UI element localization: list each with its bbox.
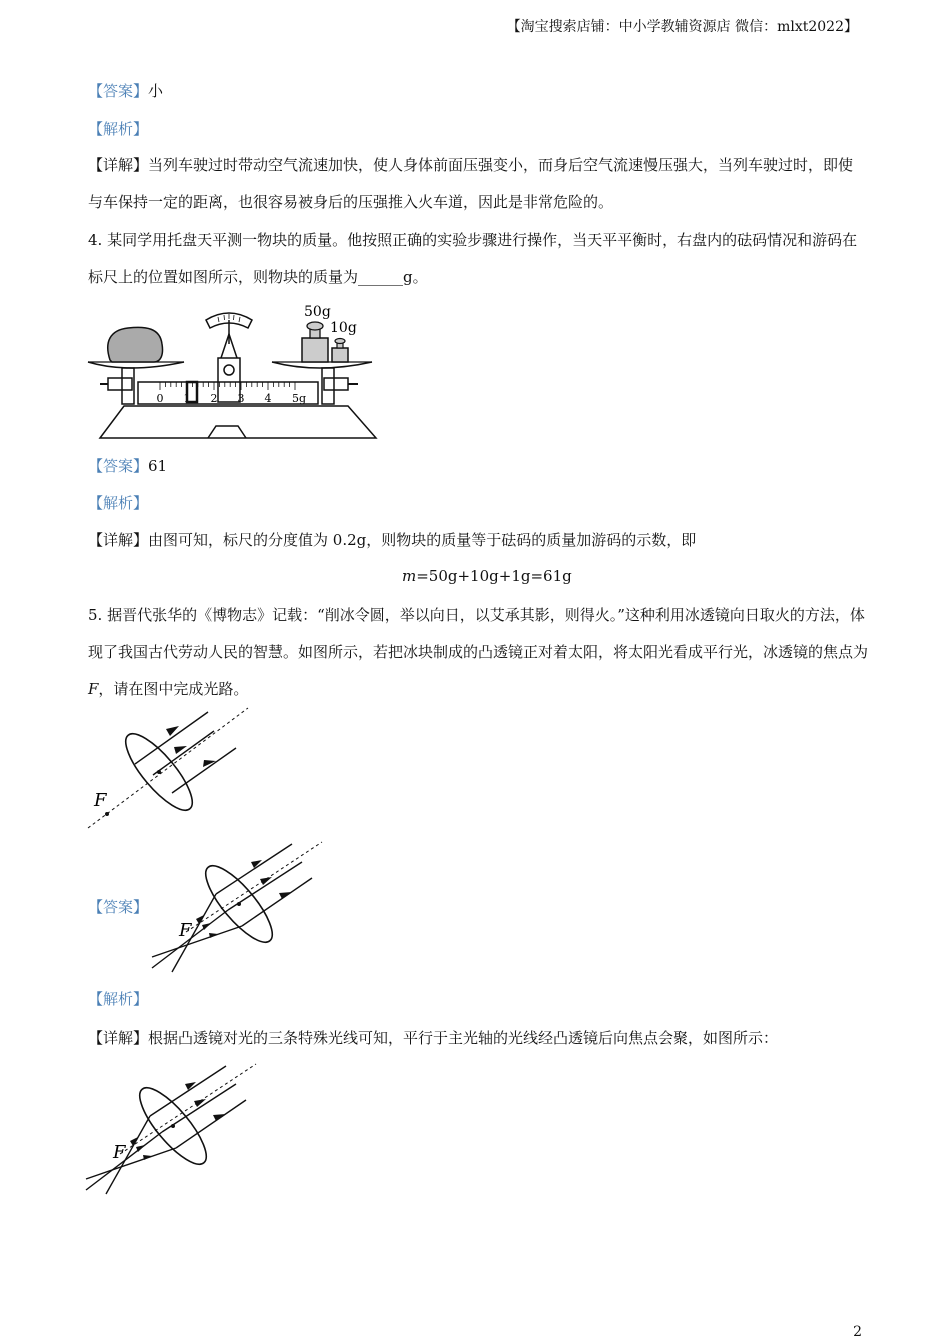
answer-text: 小 — [148, 82, 164, 100]
q3-answer — [88, 80, 163, 101]
q5-answer-tag: 【答案】 — [88, 898, 149, 916]
q4-formula — [402, 567, 572, 585]
detail-tag: 【详解】 — [88, 531, 149, 549]
weight-50g — [302, 338, 328, 362]
detail-tag: 【详解】 — [88, 1029, 149, 1047]
balance-figure — [88, 298, 388, 443]
lens-question-figure — [88, 708, 348, 833]
q5-question-text-b: ，请在图中完成光路。 — [98, 680, 249, 698]
focus-label: F — [94, 790, 107, 811]
weight-label-50g: 50g — [304, 304, 331, 320]
q5-analysis-tag: 【解析】 — [88, 990, 149, 1008]
q5-detail — [88, 1027, 778, 1048]
q3-analysis-tag: 【解析】 — [88, 120, 149, 138]
formula-var: m — [402, 567, 417, 585]
q4-analysis-tag: 【解析】 — [88, 494, 149, 512]
scale-label-3: 3 — [237, 392, 245, 405]
answer-tag: 【答案】 — [88, 82, 149, 100]
lens-answer-figure — [152, 842, 327, 972]
lens-detail-figure — [86, 1064, 261, 1194]
scale-label-4: 4 — [264, 392, 272, 405]
q5-question — [88, 597, 868, 708]
answer-text: 61 — [148, 457, 168, 475]
detail-tag: 【详解】 — [88, 156, 149, 174]
scale-label-0: 0 — [156, 392, 164, 405]
weight-label-10g: 10g — [330, 320, 357, 336]
focus-label: F — [113, 1142, 126, 1163]
answer-tag: 【答案】 — [88, 457, 149, 475]
q4-question: 4. 某同学用托盘天平测一物块的质量。他按照正确的实验步骤进行操作，当天平平衡时，右盘内的砝码情况和游码在标尺上的位置如图所示，则物块的质量为______g。 — [88, 231, 858, 286]
q4-answer — [88, 455, 167, 476]
focus-label: F — [179, 920, 192, 941]
q5-question-var: F — [88, 680, 99, 698]
q5-question-text-a: 5. 据晋代张华的《博物志》记载：“削冰令圆，举以向日，以艾承其影，则得火。”这种利用冰透镜向日取火的方法，体现了我国古代劳动人民的智慧。如图所示，若把冰块制成的凸透镜正对着太阳，将太阳光看成平行光，冰透镜的焦点为 — [88, 606, 869, 661]
page-header: 【淘宝搜索店铺：中小学教辅资源店 微信：mlxt2022】 — [506, 19, 858, 35]
page-number: 2 — [853, 1324, 862, 1340]
weight-10g — [332, 348, 348, 362]
scale-label-2: 2 — [210, 392, 218, 405]
object-block — [108, 327, 163, 362]
detail-text: 当列车驶过时带动空气流速加快，使人身体前面压强变小，而身后空气流速慢压强大，当列车驶过时，即使与车保持一定的距离，也很容易被身后的压强推入火车道，因此是非常危险的。 — [88, 156, 854, 211]
q4-detail — [88, 529, 696, 550]
formula-rest: =50g+10g+1g=61g — [416, 567, 572, 585]
scale-label-5: 5g — [291, 392, 307, 405]
q3-detail — [88, 147, 868, 221]
scale-label-1: 1 — [183, 392, 191, 405]
detail-text: 根据凸透镜对光的三条特殊光线可知，平行于主光轴的光线经凸透镜后向焦点会聚，如图所示： — [148, 1029, 779, 1047]
detail-text: 由图可知，标尺的分度值为 0.2g，则物块的质量等于砝码的质量加游码的示数，即 — [148, 531, 697, 549]
